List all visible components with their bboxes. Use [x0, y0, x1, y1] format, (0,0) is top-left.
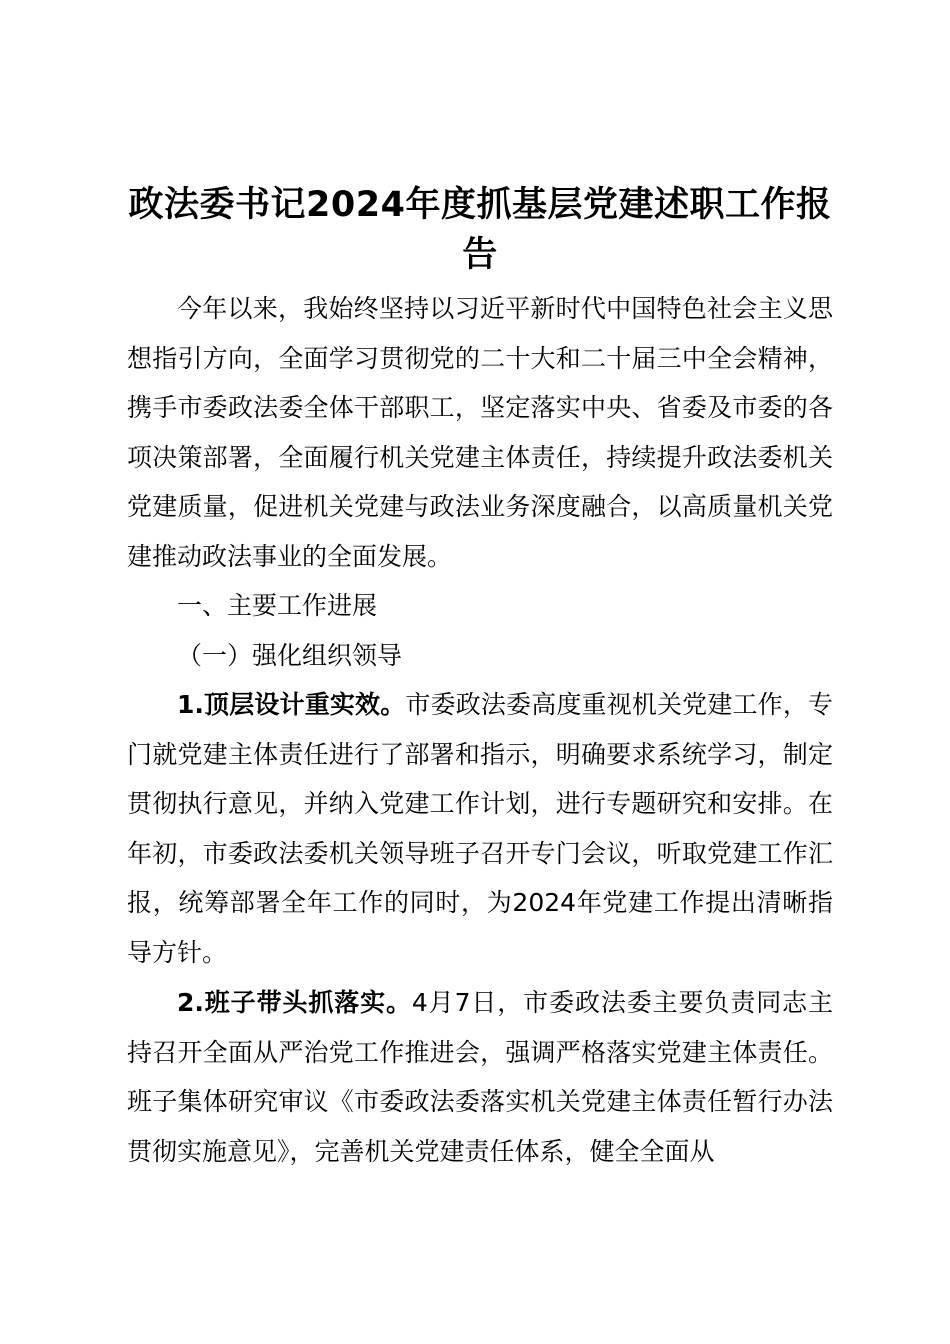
intro-paragraph: 今年以来，我始终坚持以习近平新时代中国特色社会主义思想指引方向，全面学习贯彻党的二十大和二十届三中全会精神，携手市委政法委全体干部职工，坚定落实中央、省委及市委的各项决策部署，全面履行机关党建主体责任，持续提升政法委机关党建质量，促进机关党建与政法业务深度融合，以高质量机关党建推动政法事业的全面发展。	[127, 294, 833, 571]
item-lead-leadership: 2.班子带头抓落实。	[177, 988, 412, 1017]
item-paragraph-leadership	[127, 978, 833, 1176]
item-paragraph-top-design	[127, 680, 833, 977]
item-text-top-design: 市委政法委高度重视机关党建工作，专门就党建主体责任进行了部署和指示，明确要求系统学习，制定贯彻执行意见，并纳入党建工作计划，进行专题研究和安排。在年初，市委政法委机关领导班子召开专门会议，听取党建工作汇报，统筹部署全年工作的同时，为2024年党建工作提出清晰指导方针。	[127, 690, 833, 967]
document-title: 政法委书记2024年度抓基层党建述职工作报告	[128, 185, 832, 275]
item-lead-top-design: 1.顶层设计重实效。	[177, 690, 406, 719]
document-page	[127, 180, 833, 1176]
item-text-leadership: 4月7日，市委政法委主要负责同志主持召开全面从严治党工作推进会，强调严格落实党建主体责任。班子集体研究审议《市委政法委落实机关党建主体责任暂行办法贯彻实施意见》，完善机关党建责任体系，健全全面从	[127, 988, 833, 1166]
section-heading-main-progress: 一、主要工作进展	[177, 591, 378, 620]
subsection-heading-organization: （一）强化组织领导	[177, 640, 403, 670]
